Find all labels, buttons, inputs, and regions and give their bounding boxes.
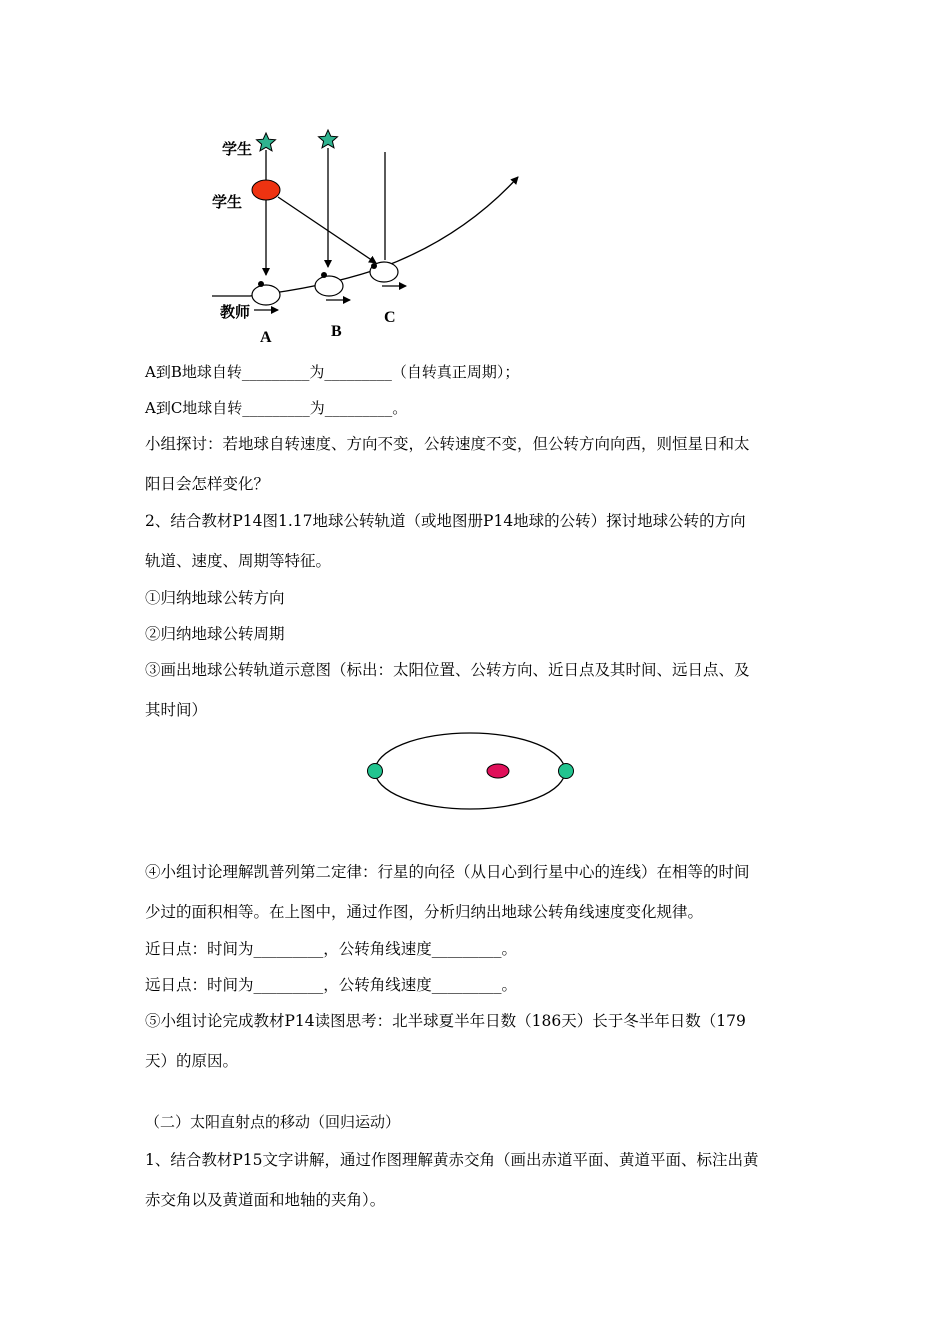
label-teacher: 教师 xyxy=(220,303,251,321)
text-line: 赤交角以及黄道面和地轴的夹角）。 xyxy=(145,1191,386,1209)
earth-a xyxy=(252,285,280,305)
label-student-mid: 学生 xyxy=(212,193,243,211)
orbit-ellipse xyxy=(375,733,565,809)
text-line: 少过的面积相等。在上图中，通过作图，分析归纳出地球公转角线速度变化规律。 xyxy=(145,903,704,921)
student-red-body xyxy=(252,180,280,200)
text-line: 天）的原因。 xyxy=(145,1052,239,1070)
sun-icon xyxy=(487,764,509,778)
text-line: ④小组讨论理解凯普列第二定律：行星的向径（从日心到行星中心的连线）在相等的时间 xyxy=(145,863,750,881)
text-line: （二）太阳直射点的移动（回归运动） xyxy=(145,1113,401,1131)
label-c: C xyxy=(384,309,396,326)
text-line: ①归纳地球公转方向 xyxy=(145,589,285,607)
text-line: 小组探讨：若地球自转速度、方向不变，公转速度不变，但公转方向向西，则恒星日和太 xyxy=(145,435,750,453)
text-line: 轨道、速度、周期等特征。 xyxy=(145,552,332,570)
text-line: ③画出地球公转轨道示意图（标出：太阳位置、公转方向、近日点及其时间、远日点、及 xyxy=(145,661,750,679)
text-line: ⑤小组讨论完成教材P14读图思考：北半球夏半年日数（186天）长于冬半年日数（179 xyxy=(145,1012,746,1030)
text-line: 其时间） xyxy=(145,701,208,719)
orbit-diagram-svg xyxy=(360,730,590,820)
earth-icon xyxy=(368,764,383,779)
earth-icon xyxy=(559,764,574,779)
text-line: A到C地球自转_________为_________。 xyxy=(145,399,408,417)
text-line: 阳日会怎样变化？ xyxy=(145,475,270,493)
orbit-diagram xyxy=(360,730,590,820)
text-line: 远日点：时间为_________，公转角线速度_________。 xyxy=(145,976,518,994)
star-icon xyxy=(257,133,276,151)
text-line: 2、结合教材P14图1.17地球公转轨道（或地图册P14地球的公转）探讨地球公转的方向 xyxy=(145,512,746,530)
text-line: ②归纳地球公转周期 xyxy=(145,625,285,643)
rotation-diagram xyxy=(200,120,540,360)
label-b: B xyxy=(331,323,342,340)
star-icon xyxy=(319,130,338,148)
text-line: A到B地球自转_________为_________（自转真正周期）； xyxy=(145,363,520,381)
earth-b xyxy=(315,276,343,296)
label-a: A xyxy=(260,329,272,346)
text-line: 1、结合教材P15文字讲解，通过作图理解黄赤交角（画出赤道平面、黄道平面、标注出黄 xyxy=(145,1151,759,1169)
text-line: 近日点：时间为_________，公转角线速度_________。 xyxy=(145,940,518,958)
label-student-top: 学生 xyxy=(222,140,253,158)
